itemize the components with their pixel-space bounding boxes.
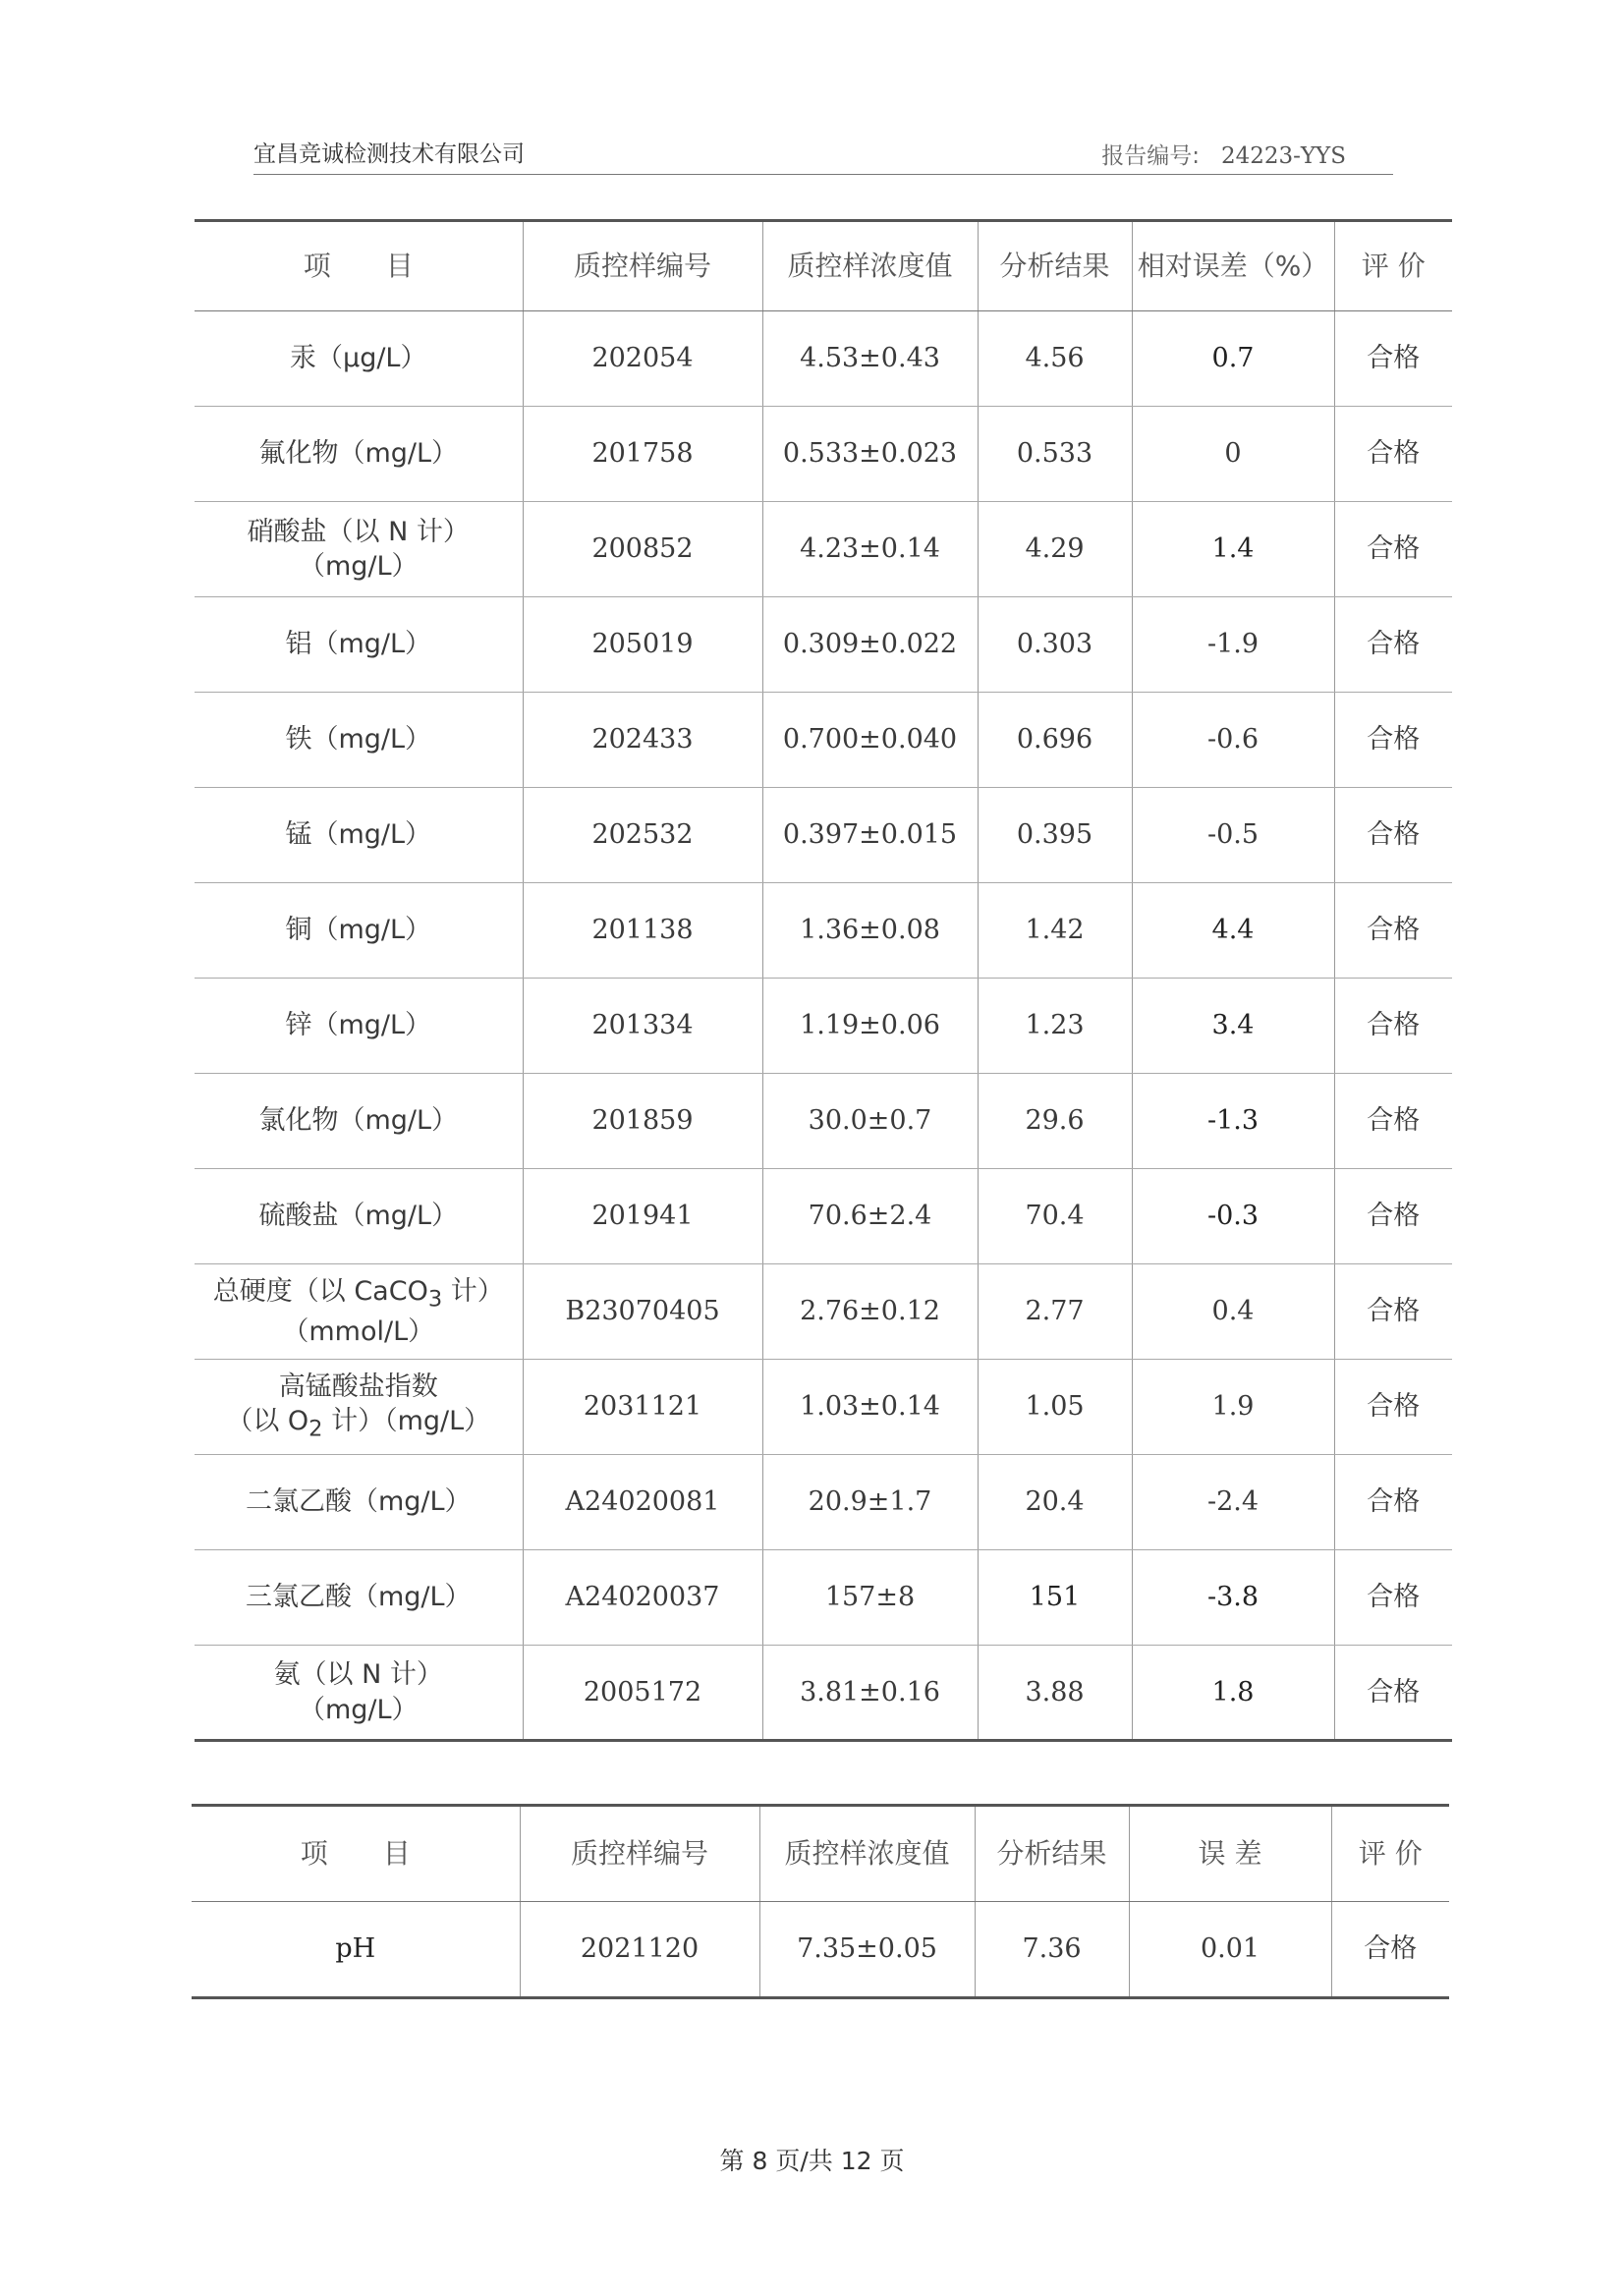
page-header: [253, 134, 1393, 177]
report-number-label: 报告编号:: [1101, 143, 1200, 169]
cell-eval: 合格: [1334, 883, 1452, 979]
cell-result: 7.36: [975, 1902, 1129, 1998]
cell-result: 20.4: [978, 1455, 1132, 1550]
col-header-item: 项 目: [192, 1806, 520, 1902]
cell-value: 7.35±0.05: [759, 1902, 975, 1998]
table-row: [195, 1074, 1452, 1169]
table-row: [195, 693, 1452, 788]
cell-result: 151: [978, 1550, 1132, 1646]
cell-item: 氯化物（mg/L）: [195, 1074, 523, 1169]
cell-item-line1: 高锰酸盐指数: [278, 1371, 438, 1403]
cell-result: 0.533: [978, 407, 1132, 502]
cell-error: 0.7: [1132, 311, 1334, 407]
col-header-error: 相对误差（%）: [1132, 221, 1334, 311]
cell-value: 4.53±0.43: [762, 311, 978, 407]
cell-item: 锰（mg/L）: [195, 788, 523, 883]
cell-result: 29.6: [978, 1074, 1132, 1169]
cell-value: 20.9±1.7: [762, 1455, 978, 1550]
cell-result: 3.88: [978, 1646, 1132, 1741]
cell-error: 1.9: [1132, 1360, 1334, 1455]
col-header-code: 质控样编号: [523, 221, 762, 311]
cell-item-line1-a: 总硬度（以 CaCO: [212, 1276, 428, 1308]
cell-value: 1.19±0.06: [762, 979, 978, 1074]
cell-eval: 合格: [1334, 788, 1452, 883]
cell-eval: 合格: [1334, 1169, 1452, 1264]
cell-value: 3.81±0.16: [762, 1646, 978, 1741]
col-header-item: 项 目: [195, 221, 523, 311]
cell-code: 201941: [523, 1169, 762, 1264]
cell-eval: 合格: [1334, 311, 1452, 407]
table-row: [195, 1455, 1452, 1550]
cell-eval: 合格: [1334, 1074, 1452, 1169]
cell-eval: 合格: [1334, 1550, 1452, 1646]
cell-item-line2: （mmol/L）: [282, 1315, 435, 1347]
cell-error: 0.4: [1132, 1264, 1334, 1360]
cell-code: 201758: [523, 407, 762, 502]
cell-item-line2: （mg/L）: [298, 551, 419, 582]
cell-eval: 合格: [1334, 407, 1452, 502]
cell-item: 铁（mg/L）: [195, 693, 523, 788]
table-row: [195, 979, 1452, 1074]
cell-eval: 合格: [1334, 693, 1452, 788]
col-header-value: 质控样浓度值: [762, 221, 978, 311]
cell-item-line2-a: （以 O: [226, 1406, 309, 1437]
report-number: [1101, 138, 1346, 170]
table-row: [195, 1646, 1452, 1741]
cell-error: 1.4: [1132, 502, 1334, 597]
table-row: [195, 1169, 1452, 1264]
cell-value: 4.23±0.14: [762, 502, 978, 597]
cell-item: 铝（mg/L）: [195, 597, 523, 693]
cell-result: 2.77: [978, 1264, 1132, 1360]
cell-item-subscript: 3: [427, 1286, 443, 1313]
cell-error: -3.8: [1132, 1550, 1334, 1646]
cell-item: 二氯乙酸（mg/L）: [195, 1455, 523, 1550]
cell-value: 70.6±2.4: [762, 1169, 978, 1264]
cell-code: 2021120: [520, 1902, 759, 1998]
cell-item-line2: （mg/L）: [298, 1694, 419, 1725]
col-header-result: 分析结果: [978, 221, 1132, 311]
cell-error: -0.6: [1132, 693, 1334, 788]
cell-code: 205019: [523, 597, 762, 693]
table-row: [195, 311, 1452, 407]
col-header-eval: 评 价: [1331, 1806, 1449, 1902]
cell-code: B23070405: [523, 1264, 762, 1360]
cell-item: 汞（μg/L）: [195, 311, 523, 407]
cell-error: 0.01: [1129, 1902, 1331, 1998]
qc-table-main: [195, 219, 1452, 1742]
col-header-error: 误 差: [1129, 1806, 1331, 1902]
report-number-value: 24223-YYS: [1220, 143, 1346, 169]
cell-value: 0.309±0.022: [762, 597, 978, 693]
company-name: 宜昌竞诚检测技术有限公司: [253, 141, 525, 167]
table-row: [192, 1902, 1449, 1998]
cell-error: -1.3: [1132, 1074, 1334, 1169]
col-header-value: 质控样浓度值: [759, 1806, 975, 1902]
table-header-row: [195, 221, 1452, 311]
cell-item: 铜（mg/L）: [195, 883, 523, 979]
cell-eval: 合格: [1334, 597, 1452, 693]
cell-item: 三氯乙酸（mg/L）: [195, 1550, 523, 1646]
table-row: [195, 1264, 1452, 1360]
cell-error: -2.4: [1132, 1455, 1334, 1550]
cell-code: 201859: [523, 1074, 762, 1169]
cell-eval: 合格: [1334, 502, 1452, 597]
table-row: [195, 1550, 1452, 1646]
cell-error: 4.4: [1132, 883, 1334, 979]
cell-value: 0.533±0.023: [762, 407, 978, 502]
cell-item: pH: [192, 1902, 520, 1998]
cell-code: 202532: [523, 788, 762, 883]
col-header-eval: 评 价: [1334, 221, 1452, 311]
cell-result: 70.4: [978, 1169, 1132, 1264]
cell-value: 30.0±0.7: [762, 1074, 978, 1169]
table-row: [195, 597, 1452, 693]
cell-error: -0.3: [1132, 1169, 1334, 1264]
cell-item-line2-b: 计）（mg/L）: [322, 1406, 491, 1437]
table-header-row: [192, 1806, 1449, 1902]
cell-eval: 合格: [1334, 1264, 1452, 1360]
cell-item: [195, 1360, 523, 1455]
cell-value: 0.700±0.040: [762, 693, 978, 788]
cell-error: -1.9: [1132, 597, 1334, 693]
cell-value: 0.397±0.015: [762, 788, 978, 883]
page-number: 第 8 页/共 12 页: [719, 2147, 905, 2175]
col-header-result: 分析结果: [975, 1806, 1129, 1902]
table-row: [195, 883, 1452, 979]
table-row: [195, 1360, 1452, 1455]
cell-item: [195, 502, 523, 597]
cell-eval: 合格: [1334, 1360, 1452, 1455]
cell-error: 3.4: [1132, 979, 1334, 1074]
cell-result: 1.42: [978, 883, 1132, 979]
cell-error: 1.8: [1132, 1646, 1334, 1741]
cell-result: 1.05: [978, 1360, 1132, 1455]
qc-table-ph: [192, 1804, 1449, 1999]
cell-code: 202054: [523, 311, 762, 407]
table-row: [195, 407, 1452, 502]
table-row: [195, 788, 1452, 883]
cell-value: 2.76±0.12: [762, 1264, 978, 1360]
cell-result: 0.395: [978, 788, 1132, 883]
cell-code: 201138: [523, 883, 762, 979]
cell-item: 氟化物（mg/L）: [195, 407, 523, 502]
cell-error: -0.5: [1132, 788, 1334, 883]
cell-item-line1: 氨（以 N 计）: [273, 1659, 443, 1691]
col-header-code: 质控样编号: [520, 1806, 759, 1902]
cell-code: 200852: [523, 502, 762, 597]
cell-item-line1: 硝酸盐（以 N 计）: [247, 516, 470, 547]
cell-result: 4.56: [978, 311, 1132, 407]
cell-item: [195, 1646, 523, 1741]
cell-result: 1.23: [978, 979, 1132, 1074]
header-rule: [253, 174, 1393, 175]
cell-eval: 合格: [1334, 1455, 1452, 1550]
cell-result: 0.303: [978, 597, 1132, 693]
cell-result: 0.696: [978, 693, 1132, 788]
cell-item: 硫酸盐（mg/L）: [195, 1169, 523, 1264]
table-row: [195, 502, 1452, 597]
cell-value: 157±8: [762, 1550, 978, 1646]
cell-code: A24020081: [523, 1455, 762, 1550]
cell-item: 锌（mg/L）: [195, 979, 523, 1074]
cell-code: 2005172: [523, 1646, 762, 1741]
cell-error: 0: [1132, 407, 1334, 502]
cell-value: 1.36±0.08: [762, 883, 978, 979]
cell-result: 4.29: [978, 502, 1132, 597]
cell-code: 201334: [523, 979, 762, 1074]
cell-code: 2031121: [523, 1360, 762, 1455]
cell-item-line1-b: 计）: [442, 1276, 504, 1308]
cell-item-subscript: 2: [308, 1416, 323, 1442]
cell-eval: 合格: [1331, 1902, 1449, 1998]
cell-eval: 合格: [1334, 1646, 1452, 1741]
cell-code: 202433: [523, 693, 762, 788]
cell-code: A24020037: [523, 1550, 762, 1646]
cell-item: [195, 1264, 523, 1360]
cell-eval: 合格: [1334, 979, 1452, 1074]
cell-value: 1.03±0.14: [762, 1360, 978, 1455]
